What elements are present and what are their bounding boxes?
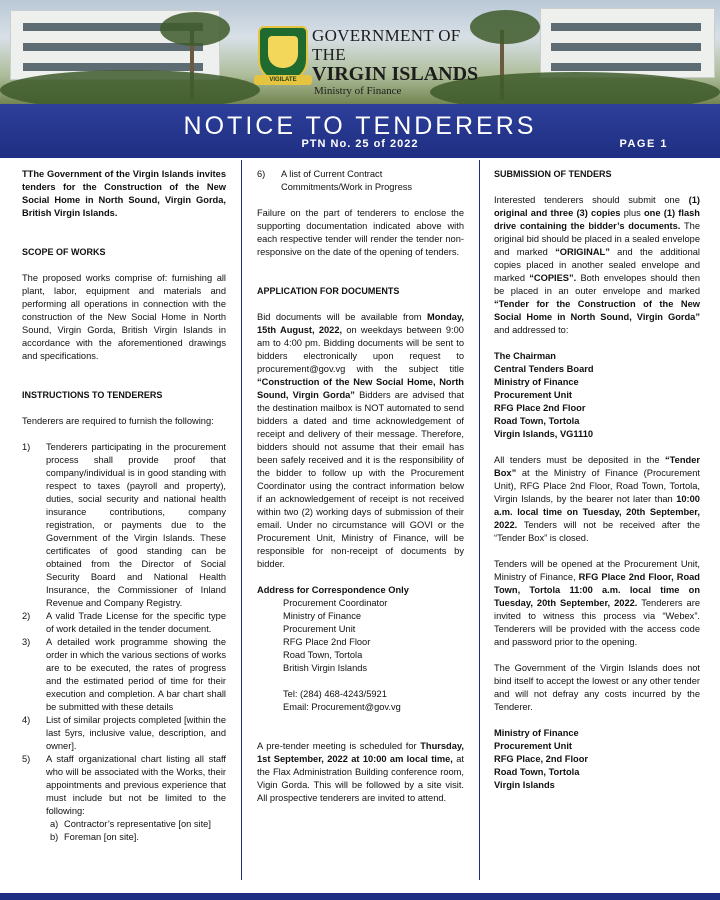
gov-line-1: GOVERNMENT OF THE (312, 26, 461, 64)
list-item: 3) A detailed work programme showing the order in which the various sections of works are to be executed, the rates of progress and the estimated period of time for their execution and completion. A bar chart shall be submitted with these details (22, 637, 226, 712)
seal-motto: VIGILATE (254, 75, 312, 85)
application-paragraph: Bid documents will be available from Monday, 15th August, 2022, on weekdays between 9:00 am to 4:00 pm. Bidding documents will be sent to bidders electronically upon request to procurement@gov.vg with the subject title “Construction of the New Social Home, North Sound, Virgin Gorda” Bidders are advised that the destination mailbox is NOT automated to send bidders a dated and time acknowledgement of receipt and delivery of their message. Therefore, bidders should not assume that their email has been safely received and it is the responsibility of the bidder to follow up with the Procurement Coordinator using the contract information below if an acknowledgement of receipt is not received within two (2) working days of submission of their email. Under no circumstance will GOVI or the Procurement Unit, Ministry of Finance, will be responsible for non-receipt of documents by bidder. (257, 312, 465, 569)
column-1 (22, 168, 226, 844)
scope-paragraph: The proposed works comprise of: furnishing all plant, labor, equipment and materials and performing all operations in connection with the construction of the New Social Home in North Sound, Virgin Gorda, British Virgin Islands in accordance with the aforementioned drawings and specifications. (22, 273, 226, 361)
gov-line-2: VIRGIN ISLANDS (312, 63, 479, 85)
sublist-item: a) Contractor’s representative [on site] (50, 819, 211, 829)
title-band (0, 104, 720, 158)
signature-block: Ministry of Finance Procurement Unit RFG Place, 2nd Floor Road Town, Tortola Virgin Islands (494, 728, 589, 790)
instructions-lead: Tenderers are required to furnish the following: (22, 416, 214, 426)
failure-paragraph: Failure on the part of tenderers to enclose the supporting documentation indicated above with each respective tender will render the tender non-responsive on the date of the opening of tenders. (257, 208, 464, 257)
chairman-address: The Chairman Central Tenders Board Ministry of Finance Procurement Unit RFG Place 2nd Floor Road Town, Tortola Virgin Islands, VG1110 (494, 351, 594, 439)
footer-rule (0, 893, 720, 900)
virgin-islands-seal-icon (258, 26, 308, 82)
intro-paragraph: TThe Government of the Virgin Islands invites tenders for the Construction of the New Social Home in North Sound, Virgin Gorda, British Virgin Islands. (22, 169, 226, 218)
scope-heading: SCOPE OF WORKS (22, 247, 106, 257)
list-item: 4) List of similar projects completed [within the last 5yrs, inclusive value, description, and owner]. (22, 715, 226, 751)
correspondence-heading: Address for Correspondence Only (257, 585, 409, 595)
page-title: NOTICE TO TENDERERS (183, 112, 537, 140)
opening-paragraph: Tenders will be opened at the Procurement Unit, Ministry of Finance, RFG Place 2nd Floor, Road Town, Tortola 11:00 a.m. local time on Tuesday, 20th September, 2022. Tenderers are invited to witness this process via “Webex”. Tenderers will be provided with the access code and password prior to the opening. (494, 559, 700, 647)
requirements-list (22, 441, 226, 844)
palm-tree-image (160, 12, 230, 46)
header-banner (0, 0, 720, 107)
disclaimer-paragraph: The Government of the Virgin Islands does not bind itself to accept the lowest or any other tender and will not defray any costs incurred by the Tenderer. (494, 663, 700, 712)
correspondence-address: Procurement Coordinator Ministry of Finance Procurement Unit RFG Place 2nd Floor Road Town, Tortola British Virgin Islands Tel: (284) 468-4243/5921 Email: Procurement@gov.vg (257, 597, 464, 714)
building-right-image (540, 8, 715, 78)
email-address: Email: Procurement@gov.vg (283, 702, 401, 712)
sublist-item: b) Foreman [on site]. (50, 832, 139, 842)
column-2 (257, 168, 464, 805)
telephone: Tel: (284) 468-4243/5921 (283, 689, 387, 699)
ministry-name: Ministry of Finance (314, 85, 402, 97)
list-item: 2) A valid Trade License for the specific type of work detailed in the tender document. (22, 611, 226, 634)
requirements-list-continued (257, 168, 464, 194)
column-3 (494, 168, 700, 792)
page-number: PAGE 1 (619, 138, 668, 150)
submission-paragraph: Interested tenderers should submit one (1) original and three (3) copies plus one (1) flash drive containing the bidder’s documents. The original bid should be placed in a sealed envelope and marked “ORIGINAL” and the additional copies placed in another sealed envelope and marked “COPIES”. Both envelopes should then be placed in an outer envelope and marked “Tender for the Construction of the New Social Home in North Sound, Virgin Gorda” and addressed to: (494, 195, 701, 335)
ptn-number: PTN No. 25 of 2022 (301, 138, 419, 150)
column-divider (241, 160, 242, 880)
shrubs-image (0, 70, 260, 107)
list-item: 6) A list of Current Contract Commitments/Work in Progress (257, 169, 413, 192)
instructions-heading: INSTRUCTIONS TO TENDERERS (22, 390, 163, 400)
staff-sublist (46, 818, 226, 844)
application-heading: APPLICATION FOR DOCUMENTS (257, 286, 400, 296)
pretender-meeting-paragraph: A pre-tender meeting is scheduled for Thursday, 1st September, 2022 at 10:00 am local time, at the Flax Administration Building conference room, Vigin Gorda. This will be followed by a site visit. All prospective tenderers are invited to attend. (257, 741, 464, 803)
submission-heading: SUBMISSION OF TENDERS (494, 169, 612, 179)
column-divider (479, 160, 480, 880)
deposit-paragraph: All tenders must be deposited in the “Tender Box” at the Ministry of Finance (Procurement Unit), RFG Place 2nd Floor, Road Town, Tortola, Virgin Islands, by the bearer not later than 10:00 a.m. local time on Tuesday, 20th September, 2022. Tenders will not be received after the “Tender Box” is closed. (494, 455, 700, 543)
list-item: 5) A staff organizational chart listing all staff who will be associated with the Works, their appointments and previous experience that must include but not be limited to the following: a) Contractor’s representative [on site] b) Foreman [on site]. (22, 754, 226, 842)
government-title (312, 26, 482, 98)
list-item: 1) Tenderers participating in the procurement process shall provide proof that company/individual is in good standing with respect to taxes (payroll and property), duties, social security and national health insurance contributions, company registration, or payments due to the Government of the Virgin Islands. These certificates of good standing can be obtained from the Director of Social Security Board and National Health Insurance, the Commissioner of Inland Revenue and Company Registry. (22, 442, 226, 608)
